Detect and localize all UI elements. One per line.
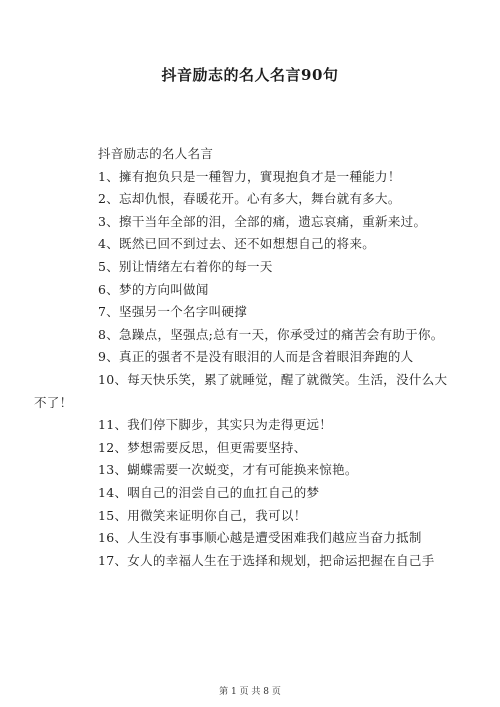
document-body [34, 143, 458, 572]
quote-line: 2、忘却仇恨，春暖花开。心有多大，舞台就有多大。 [98, 191, 401, 207]
quote-line: 8、急躁点，坚强点;总有一天，你承受过的痛苦会有助于你。 [98, 326, 444, 342]
quote-line: 5、别让情绪左右着你的每一天 [98, 258, 273, 274]
quote-line: 13、蝴蝶需要一次蜕变，才有可能换来惊艳。 [98, 462, 358, 478]
quote-line: 4、既然已回不到过去、还不如想想自己的将来。 [98, 236, 376, 252]
section-heading: 抖音励志的名人名言 [98, 146, 214, 161]
quote-line: 10、每天快乐笑，累了就睡觉，醒了就微笑。生活，没什么大 [98, 371, 448, 387]
page-number-footer: 第 1 页 共 8 页 [219, 687, 281, 697]
quote-line: 17、女人的幸福人生在于选择和规划，把命运把握在自己手 [98, 552, 435, 568]
document-title: 抖音励志的名人名言90句 [161, 66, 339, 84]
quote-line: 14、咽自己的泪尝自己的血扛自己的梦 [98, 484, 320, 500]
quote-line: 11、我们停下脚步，其实只为走得更远！ [98, 417, 333, 433]
quote-line-continuation: 不了！ [34, 394, 73, 410]
quote-line: 15、用微笑来证明你自己，我可以！ [98, 507, 307, 523]
quote-line: 9、真正的强者不是没有眼泪的人而是含着眼泪奔跑的人 [98, 349, 414, 365]
quote-line: 12、梦想需要反思，但更需要坚持、 [98, 439, 307, 455]
quote-line: 3、擦干当年全部的泪，全部的痛，遗忘哀痛，重新来过。 [98, 213, 427, 229]
quote-line: 6、梦的方向叫做闻 [98, 281, 209, 297]
quote-line: 1、擁有抱负只是一種智力，實現抱負才是一種能力！ [98, 168, 401, 184]
quote-line: 7、坚强另一个名字叫硬撑 [98, 304, 248, 320]
quote-line: 16、人生没有事事顺心越是遭受困难我们越应当奋力抵制 [98, 530, 422, 546]
